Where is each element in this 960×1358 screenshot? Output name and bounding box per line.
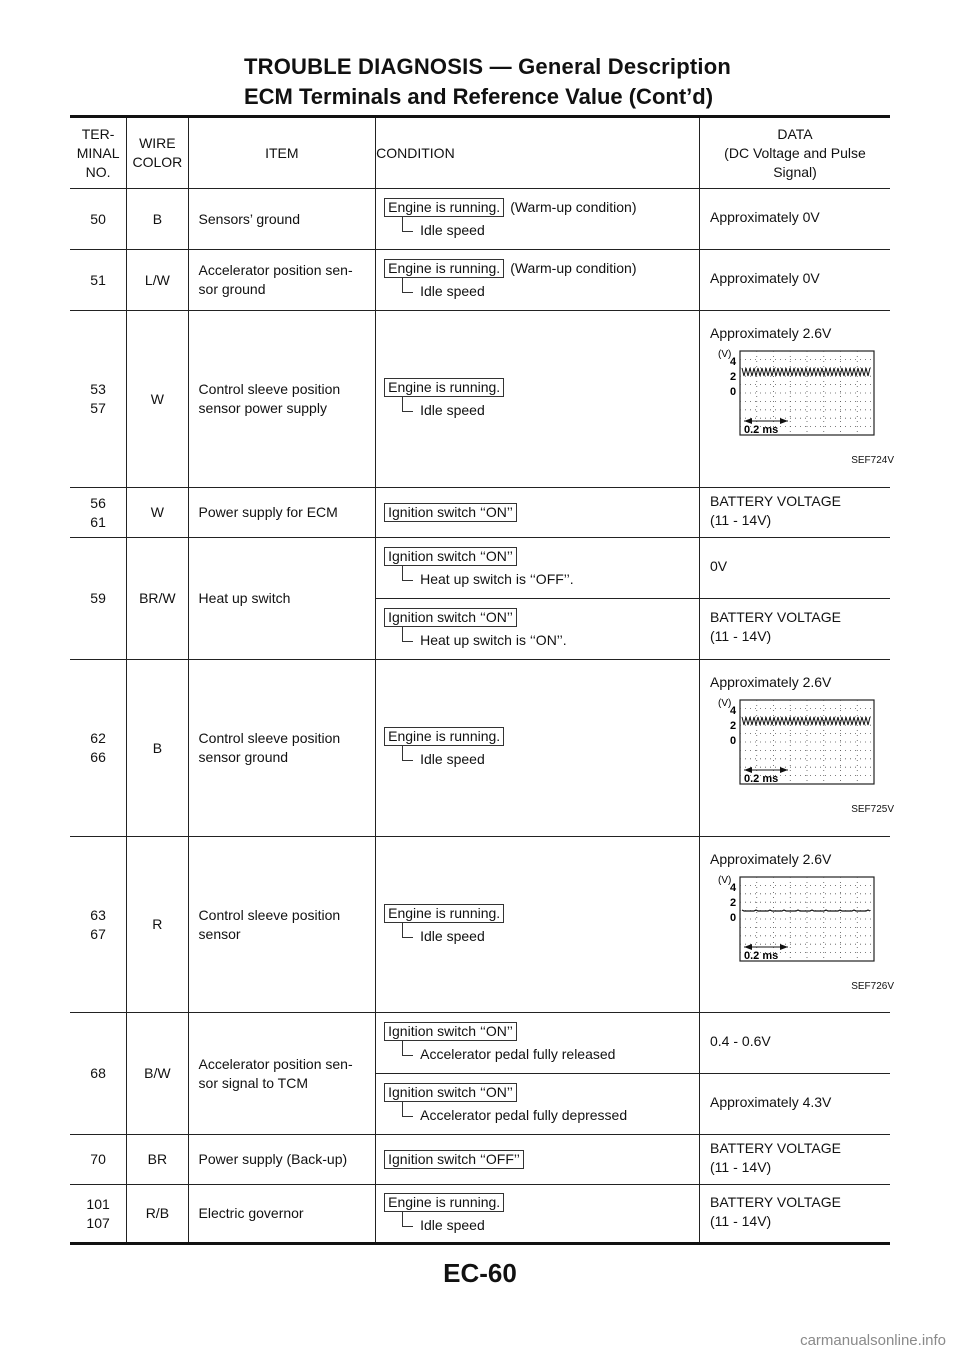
- bracket-hook: [402, 627, 413, 642]
- data-value: BATTERY VOLTAGE: [710, 1139, 841, 1156]
- condition-sub: [400, 282, 691, 301]
- data-cell: [700, 660, 894, 837]
- table-row: [70, 189, 890, 250]
- col-condition: CONDITION: [376, 118, 700, 189]
- scope-waveform: [742, 717, 870, 725]
- wire-color-cell: B/W: [127, 1013, 188, 1135]
- data-block: [710, 1139, 890, 1181]
- terminal-cell: [70, 538, 127, 660]
- scope-tick-label: 4: [730, 356, 737, 368]
- terminal-number: 66: [90, 749, 106, 765]
- condition-cell: [376, 837, 700, 1013]
- table-row: [70, 1185, 890, 1244]
- condition-main: [384, 547, 691, 566]
- col-terminal: [70, 118, 127, 189]
- terminal-number: 50: [90, 210, 106, 227]
- condition-block: [376, 1188, 699, 1240]
- scope-unit: (V): [718, 874, 732, 886]
- wire-color-cell: L/W: [127, 250, 188, 311]
- terminal-number: 67: [90, 925, 106, 942]
- data-value: 0.4 - 0.6V: [710, 1032, 771, 1049]
- terminal-number: 56: [90, 494, 106, 511]
- condition-main: [384, 727, 691, 746]
- condition-sub: [400, 1106, 691, 1125]
- terminal-table: [70, 118, 894, 1245]
- condition-block: [376, 193, 699, 245]
- condition-cell: [376, 189, 700, 250]
- terminal-number: 63: [90, 906, 106, 923]
- data-block: [710, 673, 894, 823]
- data-value: Approximately 0V: [710, 269, 820, 286]
- condition-main: [384, 198, 691, 217]
- data-cell: [700, 1013, 891, 1074]
- data-block: [710, 557, 890, 580]
- col-data: [700, 118, 891, 189]
- condition-boxed-text: Ignition switch ‘‘ON’’: [384, 1083, 517, 1102]
- data-cell: [700, 837, 894, 1013]
- item-text: Control sleeve position: [198, 381, 341, 397]
- data-block: [710, 1193, 890, 1235]
- condition-sub: [400, 631, 691, 650]
- data-value: (11 - 14V): [710, 511, 772, 528]
- col-data-line: DATA: [777, 125, 813, 142]
- condition-cell: [376, 488, 700, 538]
- wire-color-cell: BR/W: [127, 538, 188, 660]
- data-value: (11 - 14V): [710, 628, 772, 644]
- page-header: [70, 52, 890, 112]
- data-value: (11 - 14V): [710, 1212, 772, 1229]
- item-cell: [188, 488, 376, 538]
- wire-color-cell: R/B: [127, 1185, 188, 1244]
- terminal-cell: [70, 488, 127, 538]
- condition-sub-text: Heat up switch is ‘‘ON’’.: [420, 632, 567, 648]
- terminal-number: 107: [86, 1214, 110, 1231]
- condition-sub-text: Idle speed: [420, 751, 485, 767]
- figure-code: SEF726V: [851, 980, 894, 992]
- condition-block: [376, 603, 699, 655]
- condition-sub-text: Heat up switch is ‘‘OFF’’.: [420, 571, 574, 587]
- table-row: [70, 538, 890, 599]
- condition-sub-text: Idle speed: [420, 927, 485, 944]
- terminal-cell: [70, 189, 127, 250]
- bracket-hook: [402, 1102, 413, 1117]
- col-wire-line: COLOR: [132, 154, 183, 170]
- terminal-number: 57: [90, 400, 106, 416]
- condition-sub-text: Idle speed: [420, 222, 485, 238]
- condition-boxed-text: Engine is running.: [384, 727, 504, 746]
- condition-boxed-text: Engine is running.: [384, 904, 504, 923]
- item-text: Heat up switch: [198, 590, 291, 606]
- condition-block: [376, 1017, 699, 1069]
- bracket-hook: [402, 566, 413, 581]
- condition-extra: (Warm-up condition): [510, 260, 637, 276]
- section-subtitle: ECM Terminals and Reference Value (Cont’d): [244, 84, 714, 109]
- bracket-hook: [402, 1041, 413, 1056]
- condition-main: [384, 378, 691, 397]
- item-text: Power supply (Back-up): [198, 1151, 348, 1167]
- wire-color-cell: W: [127, 311, 188, 488]
- condition-boxed-text: Ignition switch ‘‘ON’’: [384, 1022, 517, 1041]
- figure-code: SEF725V: [851, 804, 894, 815]
- col-terminal-line: NO.: [85, 163, 111, 180]
- data-value: BATTERY VOLTAGE: [710, 609, 841, 625]
- col-terminal-line: TER-: [81, 125, 115, 142]
- data-cell: [700, 599, 891, 660]
- condition-sub: [400, 401, 691, 420]
- condition-block: [376, 1145, 699, 1174]
- condition-sub-text: Accelerator pedal fully released: [420, 1046, 616, 1062]
- data-block: [710, 324, 894, 474]
- item-text: sor signal to TCM: [198, 1074, 308, 1091]
- condition-cell: [376, 1013, 700, 1074]
- data-value: BATTERY VOLTAGE: [710, 1193, 841, 1210]
- scope-arrow-right: [780, 767, 788, 773]
- condition-main: [384, 1193, 691, 1212]
- item-text: Accelerator position sen-: [198, 1055, 353, 1072]
- data-block: [710, 208, 890, 231]
- data-cell: [700, 1185, 891, 1244]
- terminal-cell: [70, 250, 127, 311]
- data-cell: [700, 1135, 891, 1185]
- table-row: [70, 1013, 890, 1074]
- item-cell: [188, 1013, 376, 1135]
- terminal-cell: [70, 1135, 127, 1185]
- item-text: sor ground: [198, 281, 266, 297]
- col-wire-line: WIRE: [139, 135, 176, 151]
- data-cell: [700, 250, 891, 311]
- condition-block: [376, 254, 699, 306]
- terminal-number: 68: [90, 1065, 106, 1081]
- item-cell: [188, 1185, 376, 1244]
- data-value: (11 - 14V): [710, 1158, 772, 1175]
- bracket-hook: [402, 217, 413, 232]
- table-row: [70, 837, 890, 1013]
- table-row: [70, 311, 890, 488]
- scope-arrow-right: [780, 418, 788, 424]
- condition-sub: [400, 221, 691, 240]
- terminal-cell: [70, 311, 127, 488]
- bracket-hook: [402, 923, 413, 938]
- condition-main: [384, 608, 691, 627]
- item-text: Electric governor: [198, 1205, 304, 1221]
- scope-unit: (V): [718, 349, 732, 360]
- data-block: [710, 492, 890, 534]
- terminal-number: 101: [86, 1195, 110, 1212]
- col-wire: [127, 118, 188, 189]
- data-cell: [700, 189, 891, 250]
- data-value: 0V: [710, 557, 728, 574]
- data-block: [710, 1093, 890, 1116]
- scope-tick-label: 0: [730, 911, 737, 924]
- item-text: Control sleeve position: [198, 730, 341, 746]
- col-terminal-line: MINAL: [76, 144, 120, 161]
- scope-tick-label: 2: [730, 896, 737, 909]
- condition-boxed-text: Engine is running.: [384, 198, 504, 217]
- condition-boxed-text: Ignition switch ‘‘ON’’: [384, 608, 517, 627]
- wire-color-cell: R: [127, 837, 188, 1013]
- condition-boxed-text: Ignition switch ‘‘ON’’: [384, 547, 517, 566]
- item-text: sensor ground: [198, 749, 289, 765]
- terminal-cell: [70, 1013, 127, 1135]
- terminal-number: 70: [90, 1151, 106, 1167]
- data-block: [710, 608, 890, 650]
- condition-sub: [400, 1216, 691, 1235]
- data-block: [710, 850, 894, 1000]
- item-cell: [188, 1135, 376, 1185]
- scope-unit: (V): [718, 698, 732, 709]
- col-data-line: Signal): [773, 163, 817, 180]
- terminal-number: 59: [90, 590, 106, 606]
- data-value: Approximately 4.3V: [710, 1093, 832, 1110]
- condition-sub: [400, 750, 691, 769]
- table-row: [70, 250, 890, 311]
- scope-tick-label: 4: [730, 705, 737, 717]
- scope-time-label: 0.2 ms: [744, 773, 779, 785]
- data-cell: [700, 488, 891, 538]
- data-cell: [700, 311, 894, 488]
- data-value: Approximately 2.6V: [710, 325, 832, 341]
- item-cell: [188, 311, 376, 488]
- oscilloscope-graph: [710, 694, 890, 794]
- condition-boxed-text: Ignition switch ‘‘ON’’: [384, 503, 517, 522]
- wire-color-cell: B: [127, 189, 188, 250]
- condition-main: [384, 259, 691, 278]
- item-text: Accelerator position sen-: [198, 262, 353, 278]
- wire-color-cell: BR: [127, 1135, 188, 1185]
- condition-boxed-text: Engine is running.: [384, 259, 504, 278]
- figure-code: SEF724V: [851, 455, 894, 466]
- page-number: EC-60: [443, 1258, 517, 1288]
- scope-arrow-right: [780, 944, 788, 950]
- wire-color-cell: W: [127, 488, 188, 538]
- terminal-number: 62: [90, 730, 106, 746]
- condition-main: [384, 1083, 691, 1102]
- condition-sub-text: Idle speed: [420, 402, 485, 418]
- condition-cell: [376, 1135, 700, 1185]
- section-title: TROUBLE DIAGNOSIS — General Description: [244, 54, 731, 79]
- condition-main: [384, 503, 691, 522]
- condition-cell: [376, 1074, 700, 1135]
- terminal-cell: [70, 837, 127, 1013]
- item-cell: [188, 660, 376, 837]
- data-value: Approximately 0V: [710, 208, 820, 225]
- condition-block: [376, 899, 699, 951]
- condition-block: [376, 373, 699, 425]
- data-cell: [700, 538, 891, 599]
- data-value: Approximately 2.6V: [710, 674, 832, 690]
- oscilloscope-graph: [710, 345, 890, 445]
- terminal-number: 61: [90, 513, 106, 530]
- condition-boxed-text: Engine is running.: [384, 378, 504, 397]
- condition-cell: [376, 538, 700, 599]
- terminal-number: 51: [90, 271, 106, 288]
- condition-cell: [376, 311, 700, 488]
- condition-sub: [400, 927, 691, 946]
- condition-main: [384, 904, 691, 923]
- condition-extra: (Warm-up condition): [510, 199, 637, 215]
- scope-tick-label: 2: [730, 720, 737, 732]
- item-text: sensor power supply: [198, 400, 327, 416]
- data-block: [710, 1032, 890, 1055]
- item-cell: [188, 538, 376, 660]
- oscilloscope-graph: [710, 871, 890, 971]
- bracket-hook: [402, 278, 413, 293]
- wire-color-cell: B: [127, 660, 188, 837]
- scope-tick-label: 0: [730, 735, 737, 747]
- condition-boxed-text: Engine is running.: [384, 1193, 504, 1212]
- item-cell: [188, 189, 376, 250]
- item-cell: [188, 250, 376, 311]
- condition-sub: [400, 1045, 691, 1064]
- bracket-hook: [402, 397, 413, 412]
- condition-sub: [400, 570, 691, 589]
- scope-time-label: 0.2 ms: [744, 949, 779, 962]
- table-row: [70, 488, 890, 538]
- terminal-cell: [70, 1185, 127, 1244]
- data-value: Approximately 2.6V: [710, 850, 832, 867]
- condition-cell: [376, 1185, 700, 1244]
- condition-main: [384, 1022, 691, 1041]
- bracket-hook: [402, 746, 413, 761]
- item-text: Power supply for ECM: [198, 504, 338, 520]
- scope-waveform: [742, 910, 870, 911]
- condition-cell: [376, 599, 700, 660]
- condition-block: [376, 1078, 699, 1130]
- condition-sub-text: Idle speed: [420, 1216, 485, 1233]
- condition-main: [384, 1150, 691, 1169]
- condition-boxed-text: Ignition switch ‘‘OFF’’: [384, 1150, 524, 1169]
- watermark: carmanualsonline.info: [800, 1332, 946, 1349]
- table-row: [70, 660, 890, 837]
- terminal-cell: [70, 660, 127, 837]
- table-row: [70, 1135, 890, 1185]
- col-item: ITEM: [188, 118, 376, 189]
- scope-time-label: 0.2 ms: [744, 424, 779, 436]
- condition-block: [376, 722, 699, 774]
- condition-cell: [376, 660, 700, 837]
- data-value: BATTERY VOLTAGE: [710, 492, 841, 509]
- condition-block: [376, 498, 699, 527]
- data-cell: [700, 1074, 891, 1135]
- condition-sub-text: Idle speed: [420, 283, 485, 299]
- terminal-number: 53: [90, 381, 106, 397]
- condition-cell: [376, 250, 700, 311]
- data-block: [710, 269, 890, 292]
- scope-tick-label: 4: [730, 881, 737, 894]
- bracket-hook: [402, 1212, 413, 1227]
- item-text: sensor: [198, 925, 241, 942]
- scope-waveform: [742, 368, 870, 376]
- item-cell: [188, 837, 376, 1013]
- col-data-line: (DC Voltage and Pulse: [724, 144, 866, 161]
- scope-tick-label: 2: [730, 371, 737, 383]
- table-body: [70, 189, 894, 1244]
- condition-block: [376, 542, 699, 594]
- scope-tick-label: 0: [730, 386, 737, 398]
- item-text: Control sleeve position: [198, 906, 341, 923]
- item-text: Sensors’ ground: [198, 210, 300, 227]
- condition-sub-text: Accelerator pedal fully depressed: [420, 1107, 628, 1123]
